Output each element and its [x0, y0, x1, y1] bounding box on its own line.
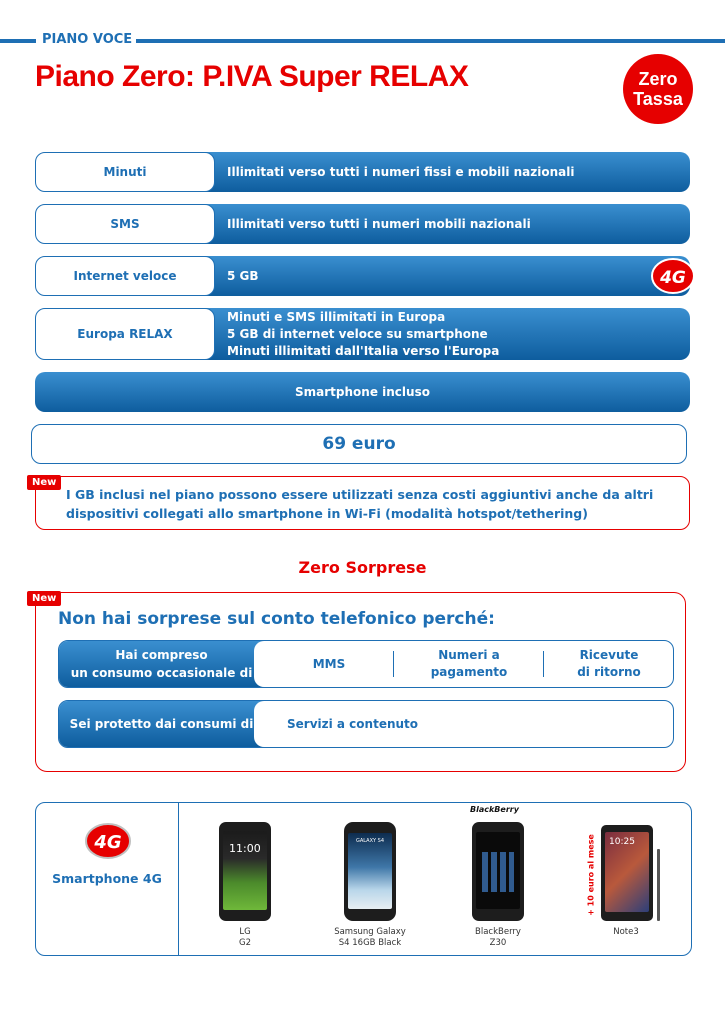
phone-caption: [195, 927, 295, 949]
galaxy-s4-phone-image: [344, 822, 396, 921]
smartphone-4g-label: Smartphone 4G: [52, 871, 162, 886]
badge-line2: Tassa: [633, 89, 683, 109]
s-pen-image: [657, 849, 660, 921]
extra-cost-text: + 10 euro al mese: [586, 834, 596, 916]
page-title: Piano Zero: P.IVA Super RELAX: [35, 60, 469, 93]
extra-cost-label: [585, 835, 597, 915]
item-line: Ricevute: [579, 648, 639, 662]
4g-logo-text: 4G: [94, 832, 122, 853]
plan-price: 69 euro: [31, 424, 687, 464]
lg-screen-clock: 11:00: [229, 842, 261, 855]
item-line: Numeri a: [438, 648, 500, 662]
plan-row-sms: [35, 204, 690, 244]
4g-logo-icon: [84, 821, 132, 861]
surprises-box: [35, 592, 686, 772]
caption-line: S4 16GB Black: [338, 938, 402, 948]
plan-row-internet: [35, 256, 690, 296]
item-line: pagamento: [430, 665, 508, 679]
surprises-row-label: Sei protetto dai consumi di: [59, 701, 264, 747]
plan-row-label: Minuti: [35, 152, 215, 192]
new-tag: New: [27, 475, 61, 490]
phone-caption: [576, 927, 676, 938]
plan-row-label: Europa RELAX: [35, 308, 215, 360]
row-label-line1: Hai compreso: [115, 648, 208, 662]
4g-logo-icon: [650, 256, 696, 296]
surprises-row-included: [58, 640, 674, 688]
plan-row-value: [205, 308, 690, 360]
phone-caption: [320, 927, 420, 949]
note3-screen-clock: 10:25: [609, 837, 635, 847]
zero-tassa-badge: [623, 54, 693, 124]
smartphone-incluso-bar: Smartphone incluso: [35, 372, 690, 412]
plan-row-value: 5 GB: [205, 256, 690, 296]
item-servizi-contenuto: Servizi a contenuto: [287, 716, 419, 731]
lg-g2-phone-image: [219, 822, 271, 921]
blackberry-logo: BlackBerry: [470, 805, 519, 814]
surprises-row-label: [59, 641, 264, 687]
header-rule-right: [124, 39, 725, 43]
surprises-row-protected: [58, 700, 674, 748]
tethering-note: [35, 476, 690, 530]
new-tag: New: [27, 591, 61, 606]
caption-line: Samsung Galaxy: [334, 927, 406, 937]
plan-row-label: SMS: [35, 204, 215, 244]
zero-sorprese-title: Zero Sorprese: [298, 558, 427, 577]
surprises-heading: Non hai sorprese sul conto telefonico perché:: [58, 609, 495, 629]
europa-line: Minuti e SMS illimitati in Europa: [227, 309, 446, 324]
plan-row-value: Illimitati verso tutti i numeri mobili nazionali: [205, 204, 690, 244]
s4-screen-text: GALAXY S4: [355, 838, 385, 844]
caption-line: Z30: [489, 938, 507, 948]
item-line: di ritorno: [577, 665, 641, 679]
europa-line: 5 GB di internet veloce su smartphone: [227, 326, 488, 341]
plan-row-value: Illimitati verso tutti i numeri fissi e mobili nazionali: [205, 152, 690, 192]
blackberry-z30-phone-image: [472, 822, 524, 921]
row-label-line2: un consumo occasionale di: [70, 666, 253, 680]
caption-line: Note3: [613, 927, 639, 937]
divider: [393, 651, 394, 677]
phone-caption: [448, 927, 548, 949]
header-rule-left: [0, 39, 36, 43]
smartphone-4g-box: [35, 802, 692, 956]
section-label: PIANO VOCE: [38, 32, 136, 47]
4g-logo-text: 4G: [660, 268, 686, 288]
note3-phone-image: [601, 825, 653, 921]
caption-line: LG: [239, 927, 251, 937]
badge-line1: Zero: [638, 69, 678, 89]
item-numeri-pagamento: [404, 641, 534, 687]
divider: [543, 651, 544, 677]
caption-line: BlackBerry: [475, 927, 521, 937]
item-ricevute-ritorno: [554, 641, 664, 687]
divider: [178, 803, 179, 955]
plan-row-europa: [35, 308, 690, 360]
europa-line: Minuti illimitati dall'Italia verso l'Europa: [227, 343, 500, 358]
caption-line: G2: [239, 938, 251, 948]
plan-row-minuti: [35, 152, 690, 192]
plan-row-label: Internet veloce: [35, 256, 215, 296]
item-mms: MMS: [312, 656, 346, 671]
note-text: I GB inclusi nel piano possono essere utilizzati senza costi aggiuntivi anche da altri dispositivi collegati allo smartphone in Wi-Fi (modalità hotspot/tethering): [66, 487, 654, 521]
